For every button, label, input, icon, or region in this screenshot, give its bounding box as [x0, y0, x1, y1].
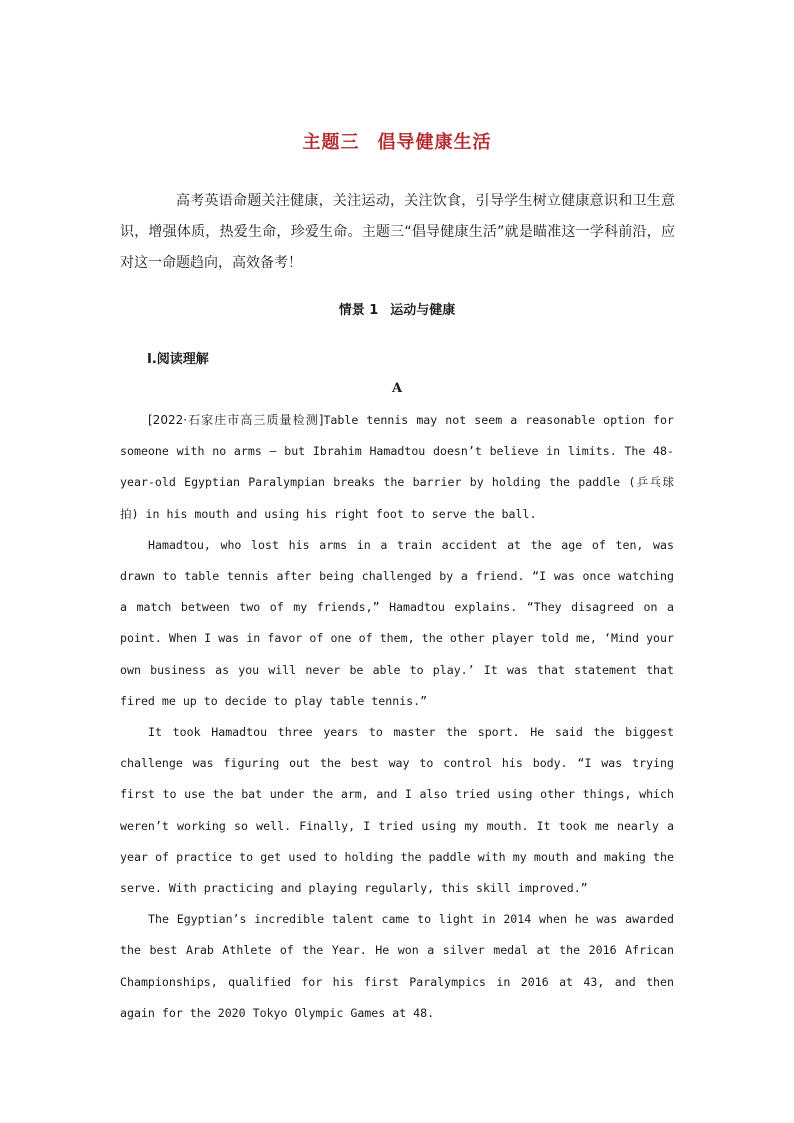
- paragraph-1-text: Table tennis may not seem a reasonable option for someone with no arms — but Ibrahim Hamadtou doesn’t believe in limits. The 48-year-old Egyptian Paralympian breaks the barrier by holding the paddle (乒乓球拍) in his mouth and using his right foot to serve the ball.: [120, 413, 675, 521]
- page-title: [0, 128, 794, 154]
- passage-paragraph-1: [120, 405, 674, 530]
- passage-paragraph-4: The Egyptian’s incredible talent came to light in 2014 when he was awarded the best Arab Athlete of the Year. He won a silver medal at the 2016 African Championships, qualified for his first Paralympics in 2016 at 43, and then again for the 2020 Tokyo Olympic Games at 48.: [120, 912, 674, 1020]
- passage-paragraph-3: It took Hamadtou three years to master the sport. He said the biggest challenge was figuring out the best way to control his body. “I was trying first to use the bat under the arm, and I also tried using other things, which weren’t working so well. Finally, I tried using my mouth. It took me nearly a year of practice to get used to holding the paddle with my mouth and making the serve. With practicing and playing regularly, this skill improved.”: [120, 725, 674, 896]
- passage-label: A: [391, 381, 403, 396]
- scenario-heading: [0, 299, 794, 318]
- passage-paragraph-2: Hamadtou, who lost his arms in a train accident at the age of ten, was drawn to table tennis after being challenged by a friend. “I was once watching a match between two of my friends,” Hamadtou explains. “They disagreed on a point. When I was in favor of one of them, the other player told me, ‘Mind your own business as you will never be able to play.’ It was that statement that fired me up to decide to play table tennis.”: [120, 537, 674, 708]
- scenario-label: 情景 1: [338, 303, 379, 318]
- passage-body: [120, 405, 674, 1029]
- topic-number: 主题三: [302, 132, 360, 153]
- scenario-name: 运动与健康: [390, 303, 456, 318]
- section-heading: Ⅰ.阅读理解: [147, 352, 209, 367]
- intro-paragraph: 高考英语命题关注健康，关注运动，关注饮食，引导学生树立健康意识和卫生意识，增强体质，热爱生命，珍爱生命。主题三“倡导健康生活”就是瞄准这一学科前沿，应对这一命题趋向，高效备考！: [120, 193, 675, 271]
- passage-source: [2022·石家庄市高三质量检测]: [148, 413, 324, 427]
- topic-name: 倡导健康生活: [377, 132, 492, 153]
